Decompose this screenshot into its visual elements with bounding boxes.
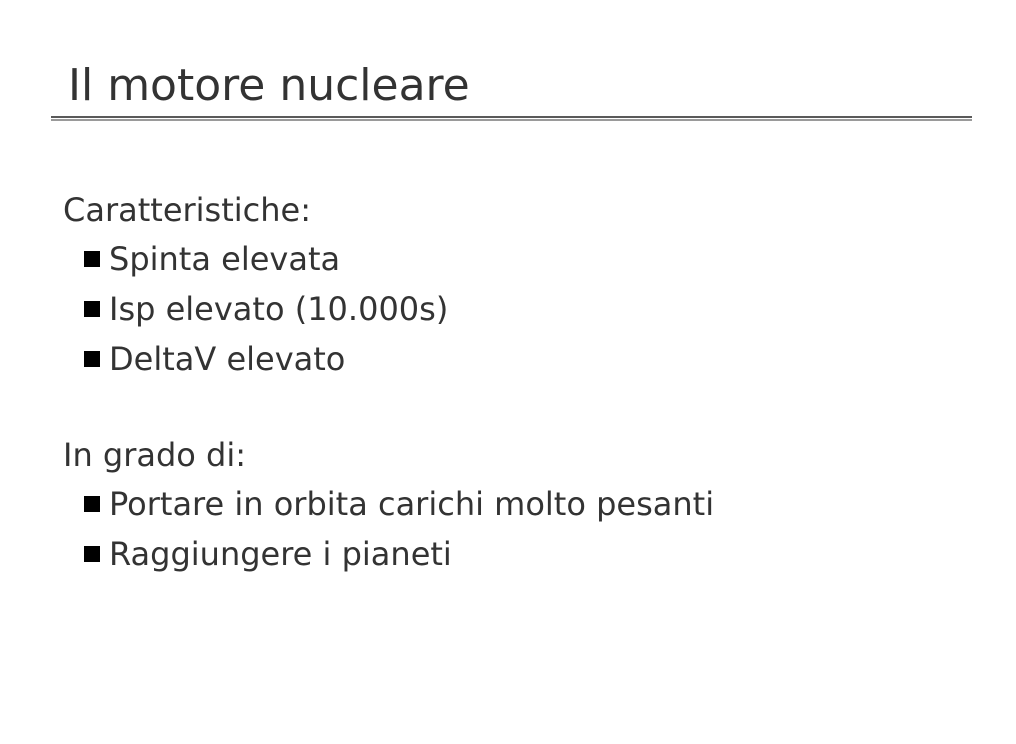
section-characteristics <box>63 189 448 384</box>
square-bullet-icon <box>84 496 100 512</box>
slide-title: Il motore nucleare <box>68 60 470 111</box>
bullet-list <box>63 234 448 384</box>
list-item <box>63 234 448 284</box>
list-item <box>63 479 714 529</box>
square-bullet-icon <box>84 546 100 562</box>
bullet-text: Isp elevato (10.000s) <box>109 290 449 328</box>
bullet-text: Portare in orbita carichi molto pesanti <box>109 485 715 523</box>
bullet-list <box>63 479 714 579</box>
bullet-text: DeltaV elevato <box>109 340 346 378</box>
list-item <box>63 334 448 384</box>
list-item <box>63 529 714 579</box>
section-capabilities <box>63 434 714 579</box>
title-divider <box>51 116 972 118</box>
bullet-text: Raggiungere i pianeti <box>109 535 452 573</box>
square-bullet-icon <box>84 251 100 267</box>
bullet-text: Spinta elevata <box>109 240 341 278</box>
square-bullet-icon <box>84 301 100 317</box>
section-heading: In grado di: <box>63 436 247 474</box>
title-divider-shadow <box>51 119 972 121</box>
square-bullet-icon <box>84 351 100 367</box>
list-item <box>63 284 448 334</box>
section-heading: Caratteristiche: <box>63 191 311 229</box>
